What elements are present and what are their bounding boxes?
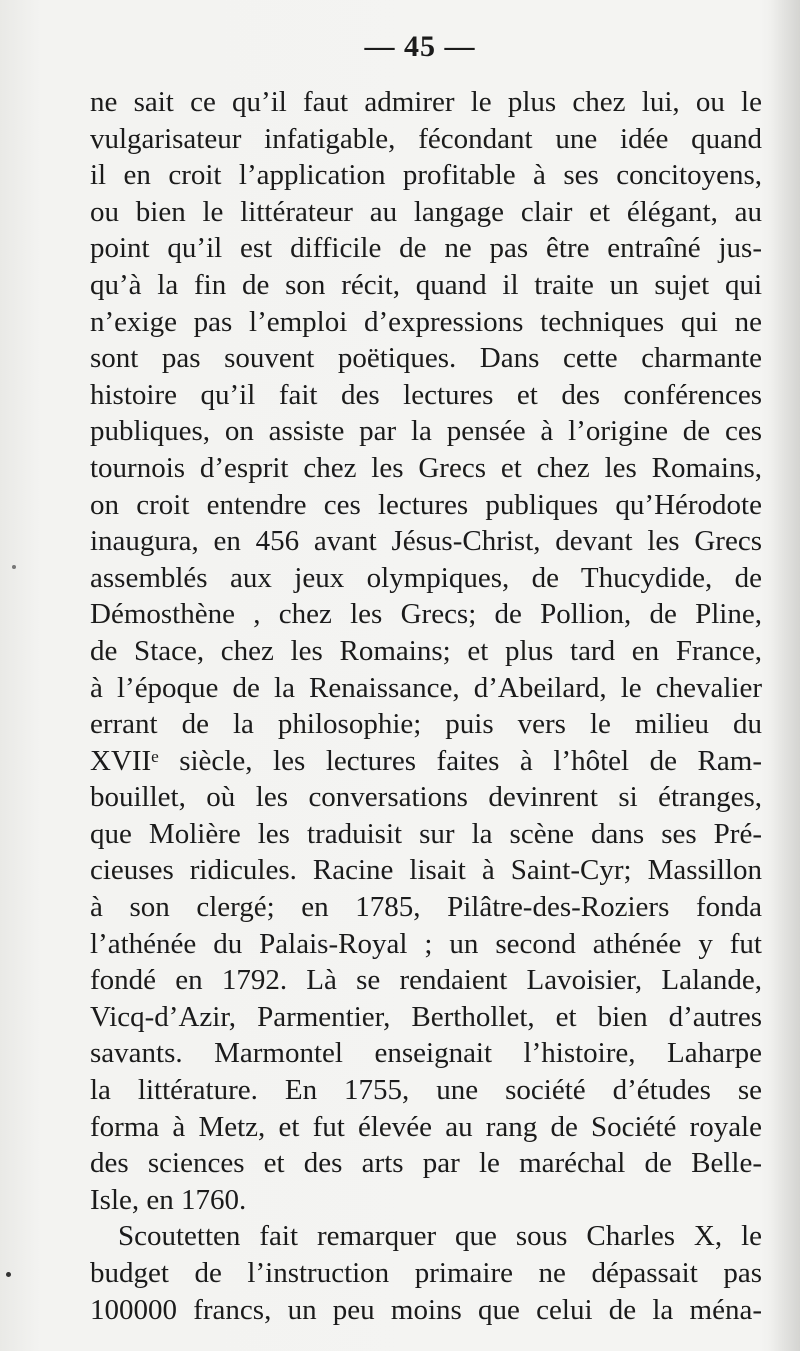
text-line: errant de la philosophie; puis vers le milieu du <box>90 708 762 741</box>
text-line: savants. Marmontel enseignait l’histoire, Laharpe <box>90 1037 762 1070</box>
text-line: de Stace, chez les Romains; et plus tard en France, <box>90 634 762 667</box>
text-line: on croit entendre ces lectures publiques qu’Hérodote <box>90 488 762 521</box>
text-line: ou bien le littérateur au langage clair et élégant, au <box>90 195 762 228</box>
text-line: Scoutetten fait remarquer que sous Charles X, le <box>118 1220 762 1253</box>
text-line: que Molière les traduisit sur la scène dans ses Pré- <box>90 817 762 850</box>
text-line: n’exige pas l’emploi d’expressions techniques qui ne <box>90 305 762 338</box>
text-line: sont pas souvent poëtiques. Dans cette charmante <box>90 342 762 375</box>
text-line: l’athénée du Palais-Royal ; un second athénée y fut <box>90 927 762 960</box>
text-line: cieuses ridicules. Racine lisait à Saint-Cyr; Massillon <box>90 854 762 887</box>
text-line: qu’à la fin de son récit, quand il traite un sujet qui <box>90 268 762 301</box>
text-line: inaugura, en 456 avant Jésus-Christ, devant les Grecs <box>90 525 762 558</box>
text-line: 100000 francs, un peu moins que celui de la ména- <box>90 1293 762 1326</box>
text-line: à son clergé; en 1785, Pilâtre-des-Roziers fonda <box>90 891 762 924</box>
text-line: Démosthène , chez les Grecs; de Pollion, de Pline, <box>90 598 762 631</box>
page-edge-shadow <box>770 0 800 1351</box>
text-line: bouillet, où les conversations devinrent si étranges, <box>90 781 762 814</box>
text-line: Vicq-d’Azir, Parmentier, Berthollet, et bien d’autres <box>90 1000 762 1033</box>
text-line: à l’époque de la Renaissance, d’Abeilard, le chevalier <box>90 671 762 704</box>
text-line: histoire qu’il fait des lectures et des conférences <box>90 378 762 411</box>
paragraph <box>90 84 762 1218</box>
page-number: — 45 — <box>364 30 476 63</box>
ink-speck <box>12 565 16 569</box>
text-line: fondé en 1792. Là se rendaient Lavoisier, Lalande, <box>90 964 762 997</box>
text-line: assemblés aux jeux olympiques, de Thucydide, de <box>90 561 762 594</box>
text-line: tournois d’esprit chez les Grecs et chez les Romains, <box>90 451 762 484</box>
text-line: publiques, on assiste par la pensée à l’origine de ces <box>90 415 762 448</box>
text-line: la littérature. En 1755, une société d’études se <box>90 1074 762 1107</box>
text-line: vulgarisateur infatigable, fécondant une idée quand <box>90 122 762 155</box>
text-line: forma à Metz, et fut élevée au rang de Société royale <box>90 1110 762 1143</box>
body-text <box>90 84 762 1328</box>
text-line: budget de l’instruction primaire ne dépassait pas <box>90 1257 762 1289</box>
text-line: il en croit l’application profitable à ses concitoyens, <box>90 159 762 192</box>
text-line: XVIIᵉ siècle, les lectures faites à l’hôtel de Ram- <box>90 744 762 777</box>
text-line: Isle, en 1760. <box>90 1183 247 1216</box>
text-line: des sciences et des arts par le maréchal de Belle- <box>90 1147 762 1180</box>
ink-speck <box>6 1272 11 1277</box>
text-line: point qu’il est difficile de ne pas être entraîné jus- <box>90 232 762 265</box>
paragraph <box>90 1218 762 1328</box>
text-line: ne sait ce qu’il faut admirer le plus chez lui, ou le <box>90 86 762 118</box>
